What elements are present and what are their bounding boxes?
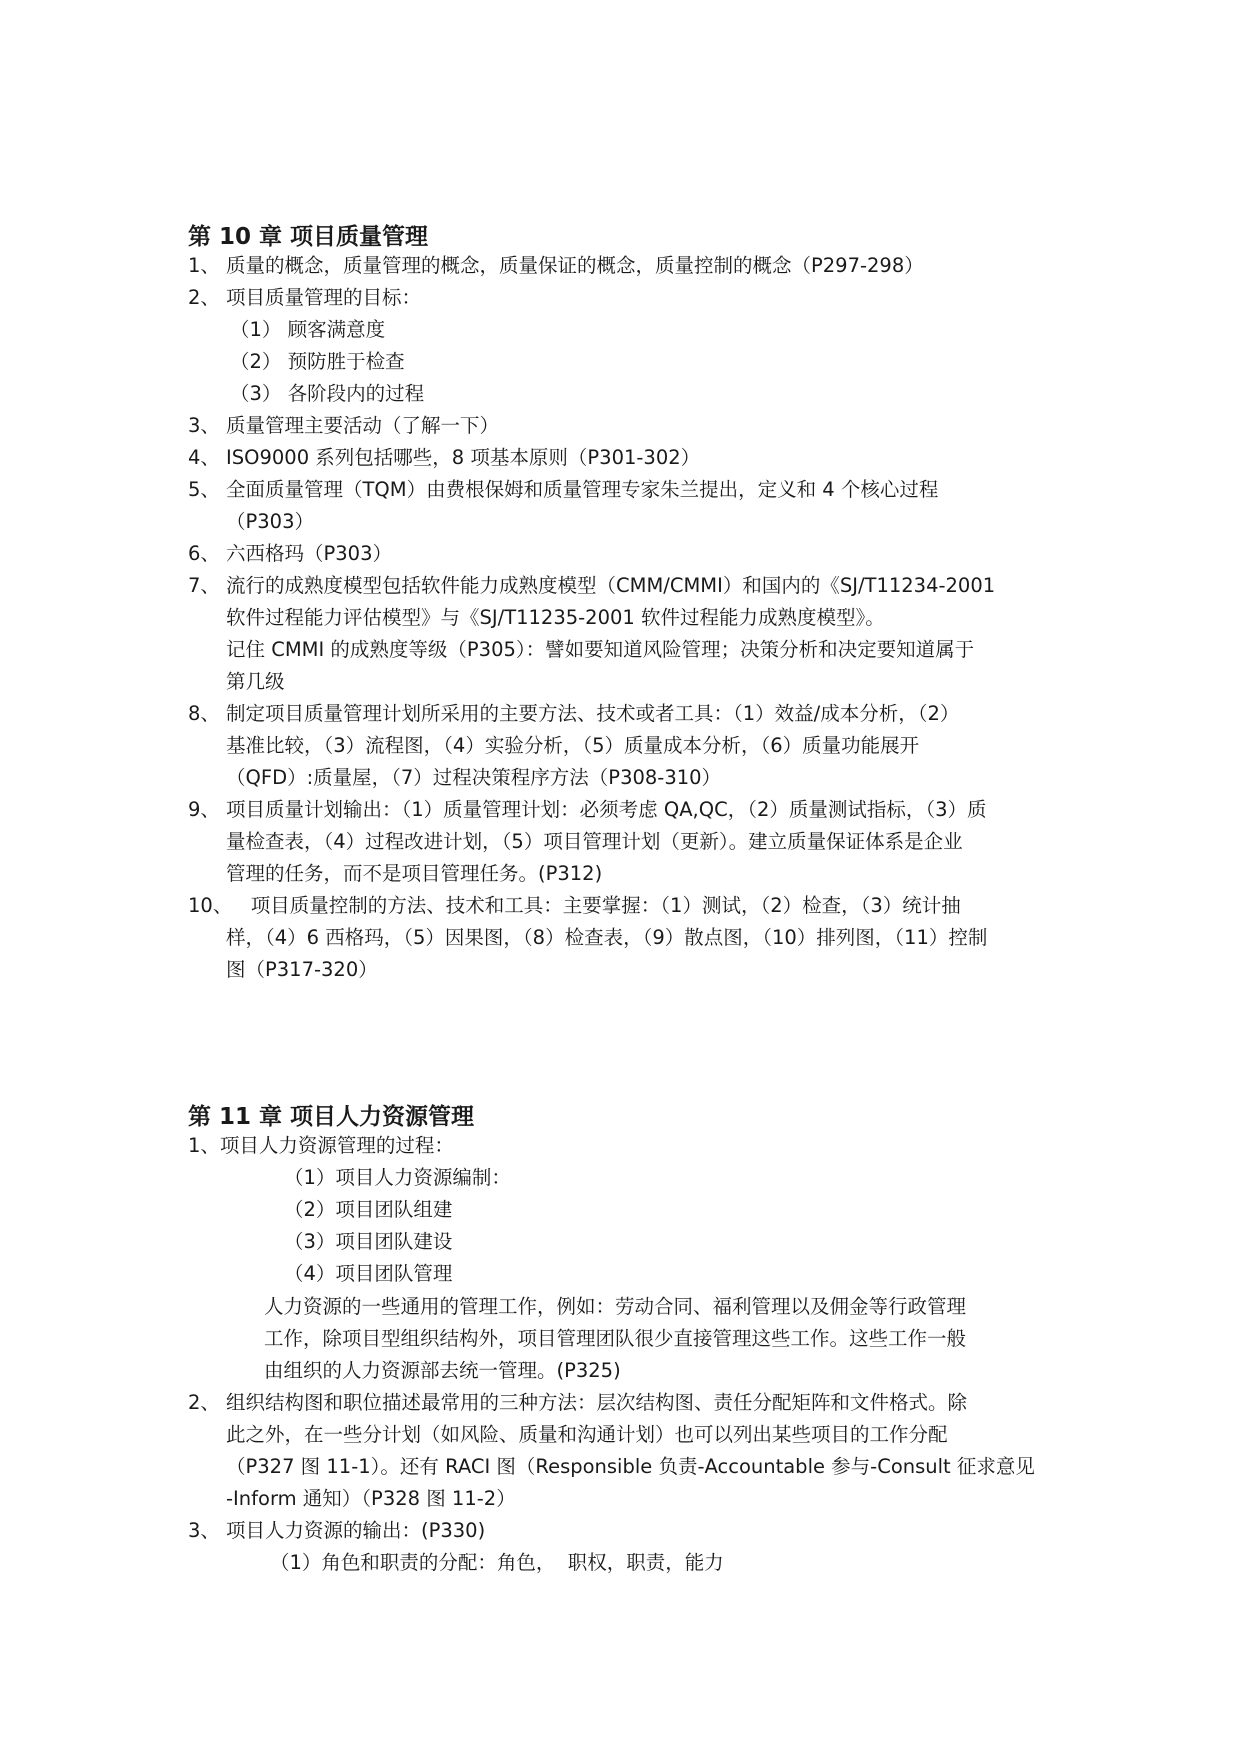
- ch10-item-9-line-2: 量检查表，（4）过程改进计划，（5）项目管理计划（更新）。建立质量保证体系是企业: [226, 830, 963, 853]
- ch10-item-4-text: ISO9000 系列包括哪些，8 项基本原则（P301-302）: [226, 446, 701, 469]
- ch11-process-3: （3）项目团队建设: [284, 1230, 453, 1253]
- ch10-item-8-line-3: （QFD）:质量屋，（7）过程决策程序方法（P308-310）: [226, 766, 722, 789]
- ch10-item-1-text: 质量的概念，质量管理的概念，质量保证的概念，质量控制的概念（P297-298）: [226, 254, 924, 277]
- ch10-item-4-num: 4、: [188, 446, 220, 469]
- ch10-item-5-text: 全面质量管理（TQM）由费根保姆和质量管理专家朱兰提出，定义和 4 个核心过程: [226, 478, 939, 501]
- ch11-para-line-3: 由组织的人力资源部去统一管理。(P325): [264, 1359, 621, 1382]
- ch11-item-3-num: 3、: [188, 1519, 220, 1542]
- ch10-item-3-text: 质量管理主要活动（了解一下）: [226, 414, 500, 437]
- ch10-item-9-line-1: 项目质量计划输出：（1）质量管理计划：必须考虑 QA,QC，（2）质量测试指标，（3）质: [226, 798, 987, 821]
- ch10-item-8-num: 8、: [188, 702, 220, 725]
- ch10-item-7-line-4: 第几级: [226, 670, 285, 693]
- ch10-item-2-text: 项目质量管理的目标：: [226, 286, 422, 309]
- ch11-item-3-text: 项目人力资源的输出：(P330): [226, 1519, 486, 1542]
- ch10-item-8-line-2: 基准比较，（3）流程图，（4）实验分析，（5）质量成本分析，（6）质量功能展开: [226, 734, 920, 757]
- ch11-item-1-text: 1、项目人力资源管理的过程：: [188, 1134, 454, 1157]
- ch10-item-2-num: 2、: [188, 286, 220, 309]
- chapter-10-title: 第 10 章 项目质量管理: [188, 224, 429, 250]
- ch11-process-2: （2）项目团队组建: [284, 1198, 453, 1221]
- ch10-goal-1: （1） 顾客满意度: [230, 318, 386, 341]
- ch11-process-4: （4）项目团队管理: [284, 1262, 453, 1285]
- ch11-para-line-2: 工作，除项目型组织结构外，项目管理团队很少直接管理这些工作。这些工作一般: [264, 1327, 967, 1350]
- ch11-item-2-num: 2、: [188, 1391, 220, 1414]
- ch10-goal-2: （2） 预防胜于检查: [230, 350, 405, 373]
- ch10-goal-3: （3） 各阶段内的过程: [230, 382, 425, 405]
- ch10-item-3-num: 3、: [188, 414, 220, 437]
- ch10-item-10-line-1: 项目质量控制的方法、技术和工具：主要掌握：（1）测试，（2）检查，（3）统计抽: [226, 894, 961, 917]
- ch10-item-5-num: 5、: [188, 478, 220, 501]
- ch10-item-7-line-1: 流行的成熟度模型包括软件能力成熟度模型（CMM/CMMI）和国内的《SJ/T11234-2001: [226, 574, 996, 597]
- ch10-item-1-num: 1、: [188, 254, 220, 277]
- ch10-item-10-num: 10、: [188, 894, 233, 917]
- ch11-item-2-line-2: 此之外，在一些分计划（如风险、质量和沟通计划）也可以列出某些项目的工作分配: [226, 1423, 948, 1446]
- ch11-process-1: （1）项目人力资源编制：: [284, 1166, 511, 1189]
- ch10-item-7-line-2: 软件过程能力评估模型》与《SJ/T11235-2001 软件过程能力成熟度模型》。: [226, 606, 885, 629]
- ch11-item-2-line-3: （P327 图 11-1）。还有 RACI 图（Responsible 负责-Accountable 参与-Consult 征求意见: [226, 1455, 1035, 1478]
- ch10-item-9-num: 9、: [188, 798, 220, 821]
- ch10-item-7-num: 7、: [188, 574, 220, 597]
- ch10-item-6-text: 六西格玛（P303）: [226, 542, 392, 565]
- ch10-item-7-line-3: 记住 CMMI 的成熟度等级（P305）：譬如要知道风险管理；决策分析和决定要知道属于: [226, 638, 975, 661]
- ch11-para-line-1: 人力资源的一些通用的管理工作，例如：劳动合同、福利管理以及佣金等行政管理: [264, 1295, 967, 1318]
- ch10-item-10-line-3: 图（P317-320）: [226, 958, 378, 981]
- ch10-item-10-line-2: 样，（4）6 西格玛，（5）因果图，（8）检查表，（9）散点图，（10）排列图，（11）控制: [226, 926, 988, 949]
- ch11-item-2-line-1: 组织结构图和职位描述最常用的三种方法：层次结构图、责任分配矩阵和文件格式。除: [226, 1391, 968, 1414]
- ch10-item-8-line-1: 制定项目质量管理计划所采用的主要方法、技术或者工具：（1）效益/成本分析，（2）: [226, 702, 960, 725]
- chapter-11-title: 第 11 章 项目人力资源管理: [188, 1104, 475, 1130]
- ch11-item-2-line-4: -Inform 通知）（P328 图 11-2）: [226, 1487, 516, 1510]
- ch10-item-5-text-cont: （P303）: [226, 510, 314, 533]
- ch10-item-9-line-3: 管理的任务，而不是项目管理任务。(P312): [226, 862, 603, 885]
- ch10-item-6-num: 6、: [188, 542, 220, 565]
- ch11-item-3-sub: （1）角色和职责的分配：角色， 职权，职责，能力: [270, 1551, 724, 1574]
